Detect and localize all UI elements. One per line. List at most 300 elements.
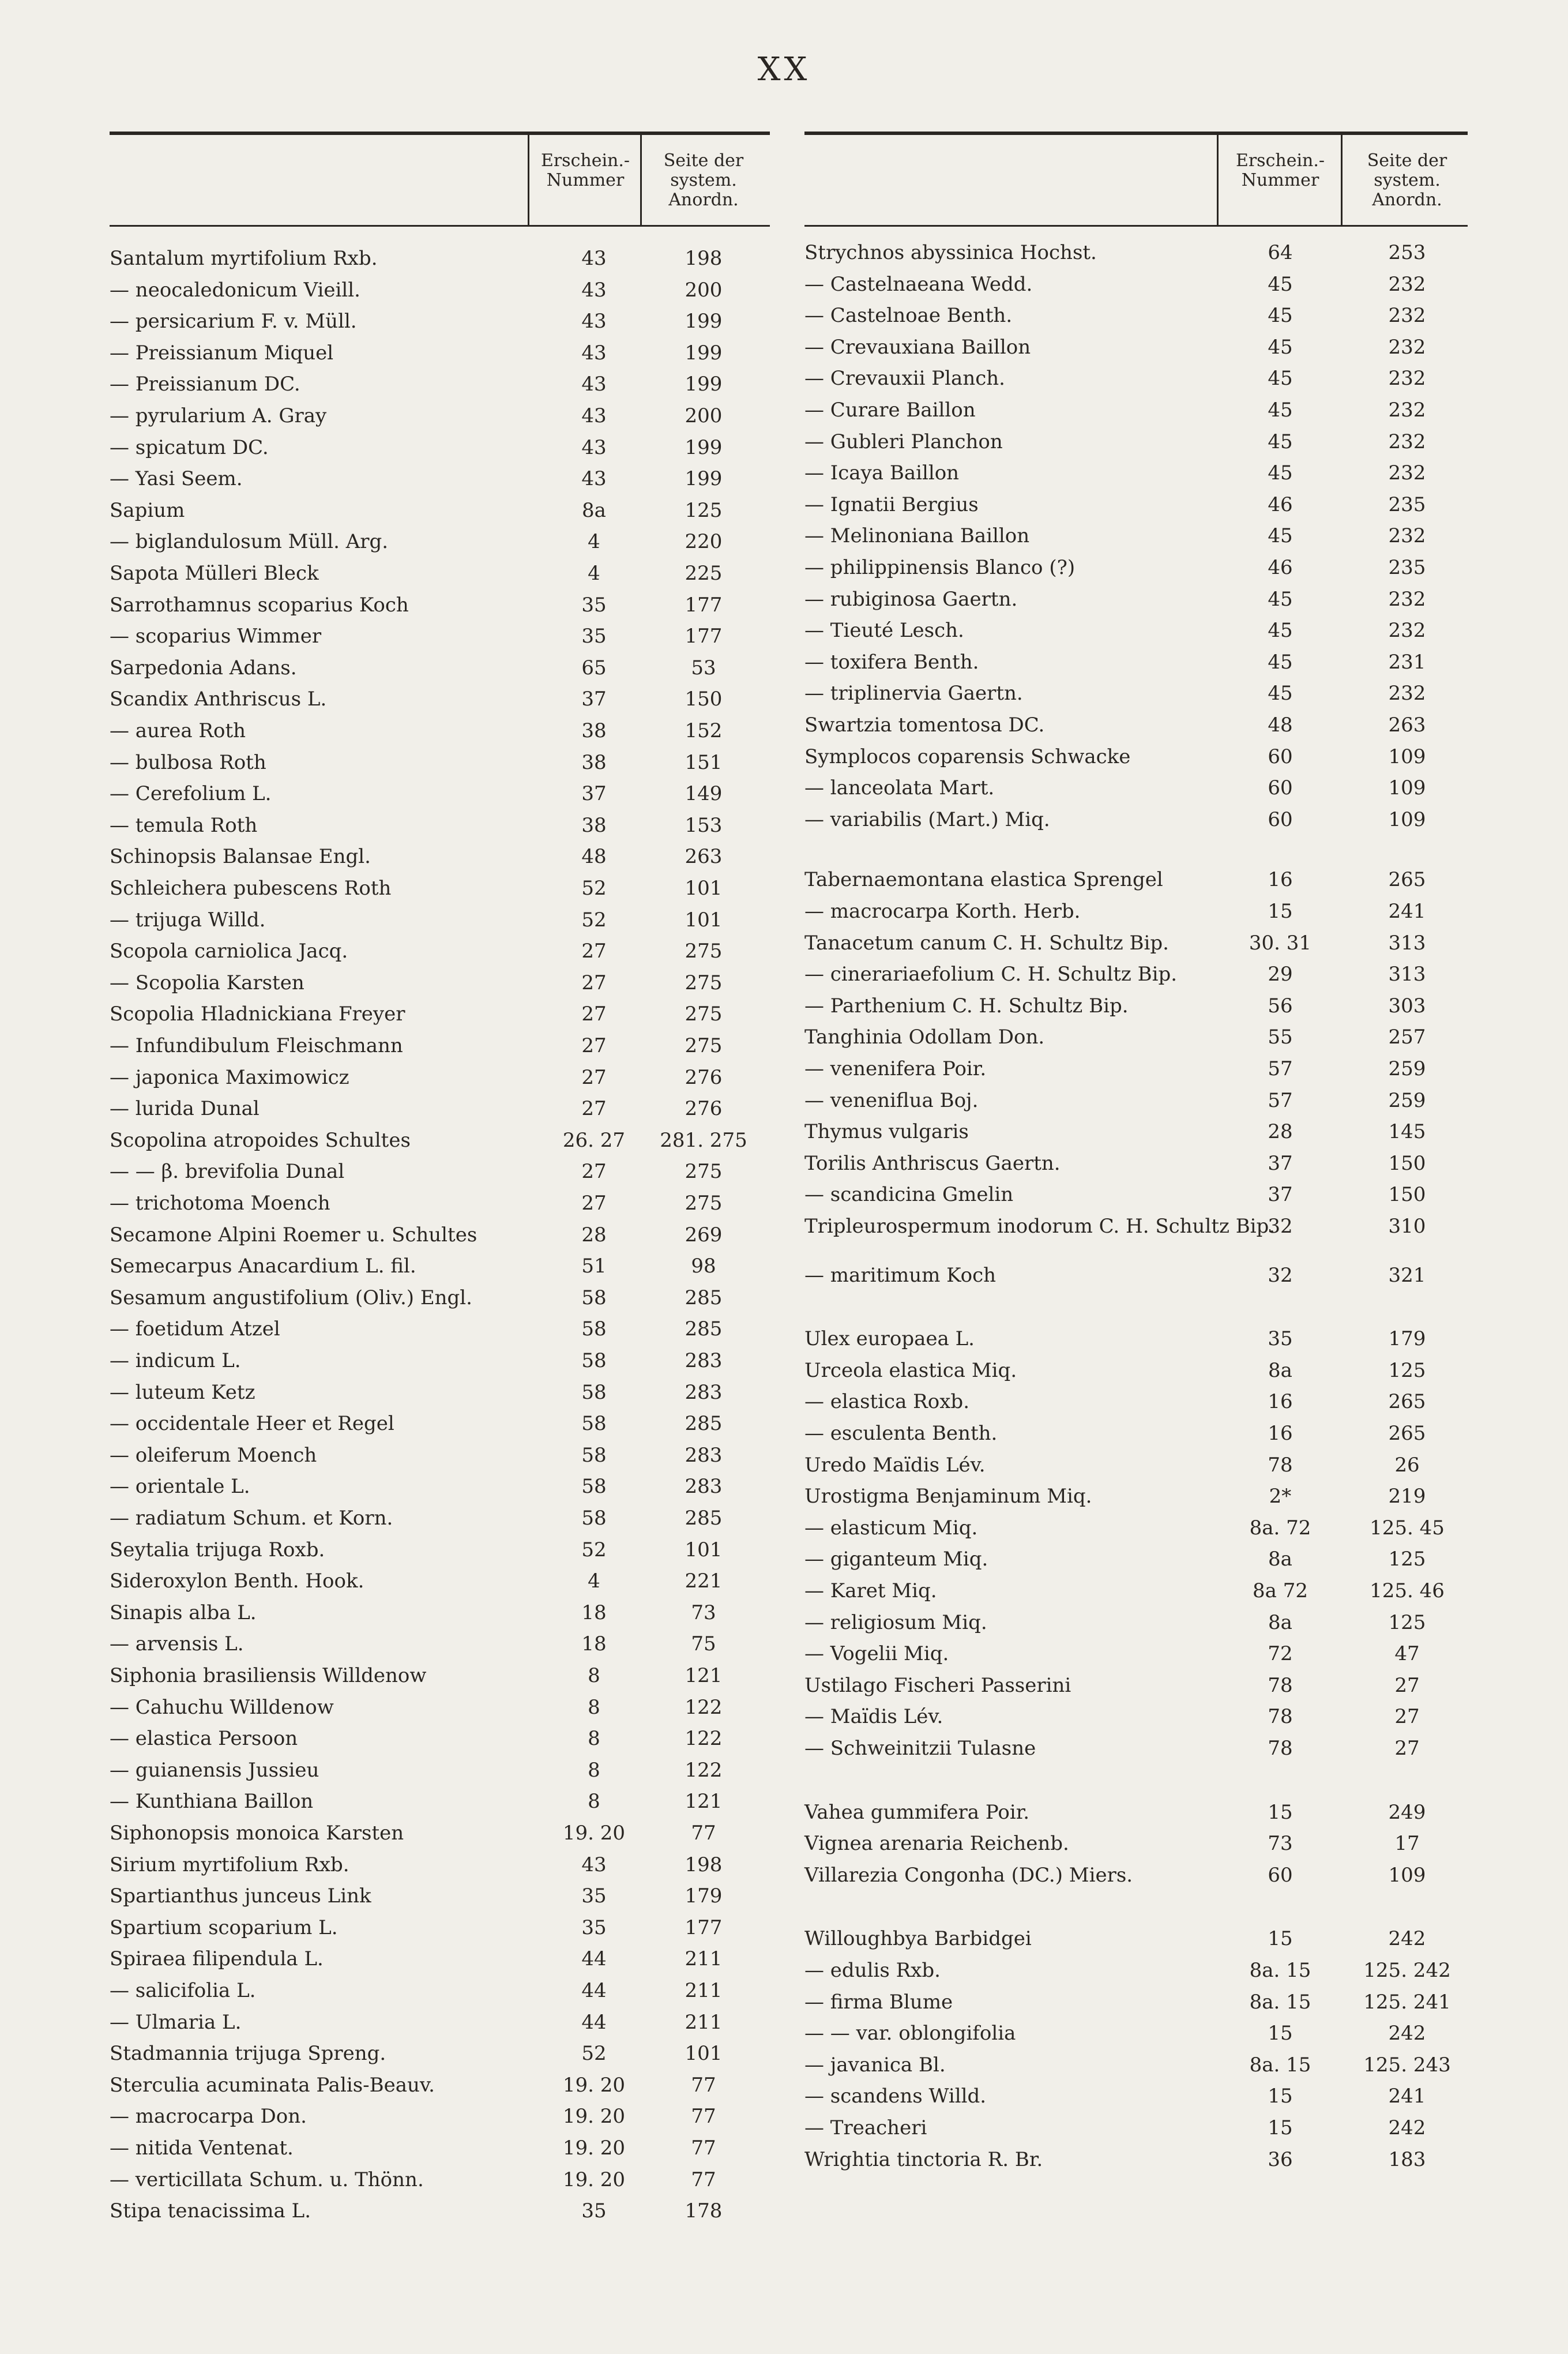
right-entry-name: — maritimum Koch (804, 1263, 997, 1287)
right-entry-seite: 232 (1388, 304, 1426, 328)
right-entry-seite: 17 (1394, 1832, 1420, 1856)
left-entry-erschein-nummer: 58 (581, 1443, 607, 1467)
right-entry-seite: 232 (1388, 587, 1426, 611)
right-entry-seite: 125 (1388, 1548, 1426, 1571)
right-entry-erschein-nummer: 57 (1268, 1057, 1293, 1080)
left-entry-seite: 269 (685, 1223, 723, 1247)
left-entry-seite: 211 (685, 1979, 723, 2002)
left-entry-seite: 98 (691, 1255, 716, 1278)
left-entry-erschein-nummer: 35 (581, 625, 607, 648)
right-entry-name: — Tieuté Lesch. (804, 619, 964, 643)
left-entry-seite: 77 (691, 2105, 716, 2128)
left-entry-erschein-nummer: 19. 20 (562, 2137, 626, 2160)
right-entry-name: — cinerariaefolium C. H. Schultz Bip. (804, 963, 1178, 986)
right-entry-seite: 232 (1388, 399, 1426, 422)
right-entry-seite: 235 (1388, 493, 1426, 516)
right-entry-erschein-nummer: 15 (1268, 2022, 1293, 2045)
left-entry-name: Spartianthus junceus Link (110, 1884, 371, 1908)
right-entry-erschein-nummer: 55 (1268, 1026, 1293, 1049)
left-entry-erschein-nummer: 27 (581, 1034, 607, 1057)
left-entry-seite: 101 (685, 1538, 723, 1561)
right-entry-erschein-nummer: 60 (1268, 1863, 1293, 1887)
left-entry-name: — Preissianum Miquel (110, 341, 334, 365)
right-entry-name: — venenifera Poir. (804, 1057, 987, 1080)
left-entry-seite: 275 (685, 1192, 723, 1215)
left-entry-seite: 225 (685, 562, 723, 585)
right-entry-name: — elasticum Miq. (804, 1516, 978, 1540)
left-entry-seite: 275 (685, 1003, 723, 1026)
right-entry-seite: 242 (1388, 2116, 1426, 2139)
left-entry-seite: 179 (685, 1884, 723, 1908)
right-entry-erschein-nummer: 8a. 72 (1249, 1516, 1311, 1540)
left-entry-erschein-nummer: 43 (581, 373, 607, 396)
left-entry-erschein-nummer: 35 (581, 2199, 607, 2223)
left-entry-erschein-nummer: 4 (588, 530, 600, 554)
left-entry-name: Sterculia acuminata Palis-Beauv. (110, 2073, 435, 2097)
right-entry-seite: 313 (1388, 963, 1426, 986)
right-entry-seite: 183 (1388, 2147, 1426, 2171)
right-entry-erschein-nummer: 78 (1268, 1453, 1293, 1477)
right-entry-name: — lanceolata Mart. (804, 776, 995, 800)
right-entry-erschein-nummer: 78 (1268, 1673, 1293, 1697)
right-entry-name: Tabernaemontana elastica Sprengel (804, 868, 1163, 892)
left-entry-erschein-nummer: 43 (581, 404, 607, 427)
left-entry-seite: 211 (685, 2010, 723, 2034)
right-entry-seite: 235 (1388, 556, 1426, 579)
right-entry-erschein-nummer: 45 (1268, 367, 1293, 391)
left-entry-erschein-nummer: 58 (581, 1349, 607, 1372)
left-entry-seite: 220 (685, 530, 723, 554)
right-entry-seite: 241 (1388, 900, 1426, 923)
right-entry-name: — Schweinitzii Tulasne (804, 1737, 1036, 1760)
left-entry-erschein-nummer: 43 (581, 247, 607, 270)
right-entry-name: — veneniflua Boj. (804, 1088, 979, 1112)
left-entry-seite: 121 (685, 1790, 723, 1814)
right-entry-name: — esculenta Benth. (804, 1422, 998, 1445)
right-entry-name: Urceola elastica Miq. (804, 1358, 1017, 1382)
left-entry-name: Scandix Anthriscus L. (110, 688, 327, 711)
left-entry-name: — Cerefolium L. (110, 782, 272, 806)
left-entry-name: Sapium (110, 498, 185, 522)
left-entry-name: — scoparius Wimmer (110, 625, 322, 648)
right-entry-seite: 47 (1394, 1642, 1420, 1666)
right-entry-seite: 232 (1388, 367, 1426, 391)
right-entry-name: Uredo Maïdis Lév. (804, 1453, 986, 1477)
left-entry-seite: 199 (685, 467, 723, 491)
left-entry-seite: 199 (685, 310, 723, 333)
left-entry-name: Sinapis alba L. (110, 1601, 257, 1624)
left-entry-erschein-nummer: 19. 20 (562, 1822, 626, 1845)
right-entry-erschein-nummer: 46 (1268, 556, 1293, 579)
right-entry-erschein-nummer: 45 (1268, 587, 1293, 611)
right-entry-erschein-nummer: 15 (1268, 1800, 1293, 1824)
left-entry-name: — temula Roth (110, 813, 258, 837)
right-entry-seite: 125 (1388, 1358, 1426, 1382)
right-entry-seite: 257 (1388, 1026, 1426, 1049)
left-entry-seite: 153 (685, 813, 723, 837)
left-entry-erschein-nummer: 19. 20 (562, 2168, 626, 2191)
right-entry-erschein-nummer: 78 (1268, 1737, 1293, 1760)
right-entry-erschein-nummer: 37 (1268, 1183, 1293, 1207)
left-entry-seite: 276 (685, 1097, 723, 1121)
left-entry-erschein-nummer: 58 (581, 1317, 607, 1341)
right-entry-erschein-nummer: 37 (1268, 1151, 1293, 1175)
left-entry-erschein-nummer: 52 (581, 1538, 607, 1561)
right-entry-erschein-nummer: 2* (1269, 1485, 1292, 1508)
right-entry-seite: 265 (1388, 868, 1426, 892)
right-entry-seite: 231 (1388, 650, 1426, 674)
right-entry-erschein-nummer: 15 (1268, 1927, 1293, 1951)
left-entry-name: Stipa tenacissima L. (110, 2199, 311, 2223)
left-entry-name: — arvensis L. (110, 1632, 244, 1656)
left-entry-name: Santalum myrtifolium Rxb. (110, 247, 378, 270)
right-entry-erschein-nummer: 72 (1268, 1642, 1293, 1666)
left-entry-seite: 122 (685, 1695, 723, 1719)
left-entry-seite: 198 (685, 247, 723, 270)
right-entry-seite: 145 (1388, 1120, 1426, 1144)
right-entry-name: — Karet Miq. (804, 1579, 937, 1602)
right-entry-erschein-nummer: 45 (1268, 430, 1293, 453)
left-entry-name: Spiraea filipendula L. (110, 1947, 324, 1971)
right-entry-erschein-nummer: 78 (1268, 1705, 1293, 1729)
right-entry-erschein-nummer: 15 (1268, 2116, 1293, 2139)
left-entry-name: Schinopsis Balansae Engl. (110, 845, 371, 869)
right-entry-seite: 232 (1388, 524, 1426, 548)
right-entry-erschein-nummer: 48 (1268, 714, 1293, 737)
right-entry-erschein-nummer: 36 (1268, 2147, 1293, 2171)
left-entry-erschein-nummer: 65 (581, 656, 607, 679)
right-entry-seite: 109 (1388, 1863, 1426, 1887)
left-entry-seite: 211 (685, 1947, 723, 1971)
left-entry-erschein-nummer: 8 (588, 1664, 600, 1687)
left-entry-name: — Ulmaria L. (110, 2010, 242, 2034)
right-entry-name: — elastica Roxb. (804, 1390, 969, 1414)
right-entry-erschein-nummer: 32 (1268, 1263, 1293, 1287)
right-entry-name: — Crevauxiana Baillon (804, 335, 1031, 359)
right-entry-seite: 242 (1388, 2022, 1426, 2045)
right-entry-seite: 242 (1388, 1927, 1426, 1951)
left-entry-erschein-nummer: 18 (581, 1601, 607, 1624)
left-entry-name: Semecarpus Anacardium L. fil. (110, 1255, 416, 1278)
right-entry-name: Ulex europaea L. (804, 1327, 975, 1351)
right-entry-seite: 125 (1388, 1610, 1426, 1634)
left-entry-seite: 283 (685, 1475, 723, 1499)
header-divider (528, 135, 529, 225)
left-entry-seite: 263 (685, 845, 723, 869)
left-entry-name: — salicifolia L. (110, 1979, 256, 2002)
left-entry-seite: 77 (691, 2168, 716, 2191)
left-entry-erschein-nummer: 4 (588, 1570, 600, 1593)
left-entry-seite: 149 (685, 782, 723, 806)
left-entry-erschein-nummer: 27 (581, 940, 607, 963)
left-entry-name: — aurea Roth (110, 719, 246, 742)
right-entry-name: — Melinoniana Baillon (804, 524, 1030, 548)
left-entry-erschein-nummer: 51 (581, 1255, 607, 1278)
left-entry-seite: 198 (685, 1853, 723, 1876)
left-entry-erschein-nummer: 35 (581, 1884, 607, 1908)
header-rule-left (110, 132, 770, 135)
right-entry-name: — Gubleri Planchon (804, 430, 1003, 453)
left-entry-name: — indicum L. (110, 1349, 241, 1372)
left-entry-name: Siphonopsis monoica Karsten (110, 1822, 404, 1845)
left-entry-seite: 151 (685, 750, 723, 774)
right-entry-name: — Maïdis Lév. (804, 1705, 943, 1729)
right-entry-erschein-nummer: 73 (1268, 1832, 1293, 1856)
right-entry-erschein-nummer: 64 (1268, 241, 1293, 264)
right-entry-erschein-nummer: 45 (1268, 461, 1293, 485)
right-entry-erschein-nummer: 60 (1268, 776, 1293, 800)
left-entry-seite: 77 (691, 2137, 716, 2160)
left-entry-erschein-nummer: 52 (581, 908, 607, 932)
header-seite-anordn-left: Seite der system. Anordn. (663, 151, 744, 210)
left-entry-erschein-nummer: 44 (581, 2010, 607, 2034)
left-entry-seite: 283 (685, 1349, 723, 1372)
left-entry-seite: 199 (685, 341, 723, 365)
header-rule-right (804, 132, 1468, 135)
left-entry-erschein-nummer: 58 (581, 1475, 607, 1499)
right-entry-name: Urostigma Benjaminum Miq. (804, 1485, 1092, 1508)
left-entry-name: — biglandulosum Müll. Arg. (110, 530, 389, 554)
right-entry-seite: 219 (1388, 1485, 1426, 1508)
left-entry-erschein-nummer: 8a (582, 498, 606, 522)
right-entry-name: Vignea arenaria Reichenb. (804, 1832, 1069, 1856)
right-entry-name: Swartzia tomentosa DC. (804, 714, 1045, 737)
right-entry-name: — macrocarpa Korth. Herb. (804, 900, 1081, 923)
right-entry-name: — scandicina Gmelin (804, 1183, 1014, 1207)
left-entry-erschein-nummer: 38 (581, 813, 607, 837)
right-entry-erschein-nummer: 8a. 15 (1249, 1959, 1311, 1982)
left-entry-seite: 285 (685, 1286, 723, 1309)
right-entry-seite: 313 (1388, 931, 1426, 955)
left-entry-name: Spartium scoparium L. (110, 1916, 338, 1939)
left-entry-seite: 276 (685, 1065, 723, 1089)
left-entry-seite: 177 (685, 1916, 723, 1939)
right-entry-name: — edulis Rxb. (804, 1959, 941, 1982)
right-entry-seite: 125. 242 (1363, 1959, 1451, 1982)
left-entry-erschein-nummer: 48 (581, 845, 607, 869)
left-entry-name: — orientale L. (110, 1475, 250, 1499)
left-entry-erschein-nummer: 8 (588, 1758, 600, 1782)
right-entry-erschein-nummer: 8a. 15 (1249, 1990, 1311, 2014)
right-entry-name: — Treacheri (804, 2116, 927, 2139)
right-entry-seite: 259 (1388, 1057, 1426, 1080)
left-entry-name: Stadmannia trijuga Spreng. (110, 2042, 386, 2066)
right-entry-seite: 265 (1388, 1390, 1426, 1414)
right-entry-seite: 232 (1388, 619, 1426, 643)
left-entry-name: — Cahuchu Willdenow (110, 1695, 334, 1719)
left-entry-name: Sirium myrtifolium Rxb. (110, 1853, 349, 1876)
right-entry-name: Thymus vulgaris (804, 1120, 969, 1144)
right-entry-name: Villarezia Congonha (DC.) Miers. (804, 1863, 1133, 1887)
right-entry-seite: 125. 241 (1363, 1990, 1451, 2014)
left-entry-name: Schleichera pubescens Roth (110, 877, 392, 900)
left-entry-erschein-nummer: 38 (581, 719, 607, 742)
left-entry-name: — neocaledonicum Vieill. (110, 278, 360, 302)
left-entry-seite: 199 (685, 373, 723, 396)
right-entry-erschein-nummer: 45 (1268, 399, 1293, 422)
right-entry-name: — scandens Willd. (804, 2085, 987, 2108)
left-entry-seite: 77 (691, 1822, 716, 1845)
right-entry-erschein-nummer: 29 (1268, 963, 1293, 986)
right-entry-seite: 150 (1388, 1183, 1426, 1207)
left-entry-erschein-nummer: 52 (581, 2042, 607, 2066)
right-entry-name: Tanghinia Odollam Don. (804, 1026, 1045, 1049)
left-entry-erschein-nummer: 35 (581, 1916, 607, 1939)
left-entry-seite: 177 (685, 625, 723, 648)
right-entry-name: Ustilago Fischeri Passerini (804, 1673, 1071, 1697)
left-entry-seite: 200 (685, 404, 723, 427)
right-entry-erschein-nummer: 8a. 15 (1249, 2053, 1311, 2077)
left-entry-seite: 75 (691, 1632, 716, 1656)
left-entry-seite: 73 (691, 1601, 716, 1624)
right-entry-seite: 263 (1388, 714, 1426, 737)
right-entry-erschein-nummer: 16 (1268, 1422, 1293, 1445)
right-entry-seite: 27 (1394, 1737, 1420, 1760)
left-entry-erschein-nummer: 27 (581, 1192, 607, 1215)
right-entry-erschein-nummer: 45 (1268, 619, 1293, 643)
right-entry-name: — religiosum Miq. (804, 1610, 987, 1634)
right-entry-name: — philippinensis Blanco (?) (804, 556, 1076, 579)
left-entry-erschein-nummer: 37 (581, 688, 607, 711)
right-entry-erschein-nummer: 60 (1268, 808, 1293, 831)
header-bottom-right (804, 225, 1468, 227)
left-entry-erschein-nummer: 27 (581, 1097, 607, 1121)
right-entry-name: — rubiginosa Gaertn. (804, 587, 1018, 611)
right-entry-erschein-nummer: 15 (1268, 900, 1293, 923)
header-divider (640, 135, 642, 225)
right-entry-erschein-nummer: 30. 31 (1249, 931, 1312, 955)
header-bottom-left (110, 225, 770, 227)
header-divider (1341, 135, 1343, 225)
right-entry-seite: 26 (1394, 1453, 1420, 1477)
right-entry-name: — firma Blume (804, 1990, 953, 2014)
left-entry-name: — trichotoma Moench (110, 1192, 330, 1215)
left-entry-seite: 285 (685, 1412, 723, 1436)
right-entry-erschein-nummer: 15 (1268, 2085, 1293, 2108)
right-entry-seite: 109 (1388, 808, 1426, 831)
right-entry-name: Wrightia tinctoria R. Br. (804, 2147, 1043, 2171)
left-entry-erschein-nummer: 35 (581, 593, 607, 617)
header-erschein-nummer-left: Erschein.- Nummer (540, 151, 630, 190)
right-entry-seite: 232 (1388, 272, 1426, 296)
right-entry-seite: 232 (1388, 682, 1426, 705)
right-entry-erschein-nummer: 35 (1268, 1327, 1293, 1351)
left-entry-name: — trijuga Willd. (110, 908, 266, 932)
left-entry-erschein-nummer: 28 (581, 1223, 607, 1247)
right-entry-name: — triplinervia Gaertn. (804, 682, 1023, 705)
right-entry-seite: 232 (1388, 430, 1426, 453)
left-entry-name: — persicarium F. v. Müll. (110, 310, 357, 333)
left-entry-name: — Preissianum DC. (110, 373, 300, 396)
left-entry-seite: 177 (685, 593, 723, 617)
right-entry-seite: 259 (1388, 1088, 1426, 1112)
right-entry-erschein-nummer: 45 (1268, 304, 1293, 328)
left-entry-erschein-nummer: 43 (581, 1853, 607, 1876)
left-entry-name: — foetidum Atzel (110, 1317, 280, 1341)
right-entry-name: Vahea gummifera Poir. (804, 1800, 1030, 1824)
right-entry-erschein-nummer: 45 (1268, 272, 1293, 296)
right-entry-name: Willoughbya Barbidgei (804, 1927, 1032, 1951)
left-entry-name: Scopolina atropoides Schultes (110, 1128, 411, 1152)
left-entry-name: Scopola carniolica Jacq. (110, 940, 348, 963)
left-entry-erschein-nummer: 27 (581, 1003, 607, 1026)
right-entry-erschein-nummer: 8a (1268, 1358, 1292, 1382)
left-entry-name: Seytalia trijuga Roxb. (110, 1538, 325, 1561)
right-entry-seite: 303 (1388, 994, 1426, 1018)
left-entry-erschein-nummer: 43 (581, 310, 607, 333)
right-entry-erschein-nummer: 45 (1268, 650, 1293, 674)
left-entry-name: Sarrothamnus scoparius Koch (110, 593, 409, 617)
left-entry-seite: 150 (685, 688, 723, 711)
left-entry-seite: 200 (685, 278, 723, 302)
right-entry-seite: 265 (1388, 1422, 1426, 1445)
right-entry-name: — Vogelii Miq. (804, 1642, 949, 1666)
right-entry-name: Tripleurospermum inodorum C. H. Schultz Bip. (804, 1215, 1276, 1238)
right-entry-name: — Ignatii Bergius (804, 493, 979, 516)
left-entry-erschein-nummer: 8 (588, 1790, 600, 1814)
left-entry-name: — japonica Maximowicz (110, 1065, 349, 1089)
right-entry-erschein-nummer: 56 (1268, 994, 1293, 1018)
right-entry-name: — — var. oblongifolia (804, 2022, 1016, 2045)
right-entry-seite: 109 (1388, 745, 1426, 768)
right-entry-name: — Castelnoae Benth. (804, 304, 1013, 328)
right-entry-seite: 321 (1388, 1263, 1426, 1287)
left-entry-seite: 101 (685, 877, 723, 900)
left-entry-seite: 152 (685, 719, 723, 742)
right-entry-name: — giganteum Miq. (804, 1548, 988, 1571)
left-entry-name: — bulbosa Roth (110, 750, 266, 774)
right-entry-seite: 310 (1388, 1215, 1426, 1238)
left-entry-erschein-nummer: 43 (581, 435, 607, 459)
right-entry-seite: 125. 46 (1370, 1579, 1445, 1602)
right-entry-seite: 232 (1388, 461, 1426, 485)
left-entry-seite: 283 (685, 1380, 723, 1404)
left-entry-erschein-nummer: 58 (581, 1286, 607, 1309)
right-entry-erschein-nummer: 8a 72 (1253, 1579, 1308, 1602)
right-entry-name: — Curare Baillon (804, 399, 976, 422)
right-entry-seite: 109 (1388, 776, 1426, 800)
left-entry-name: — radiatum Schum. et Korn. (110, 1507, 393, 1530)
left-entry-name: — Infundibulum Fleischmann (110, 1034, 403, 1057)
right-entry-seite: 150 (1388, 1151, 1426, 1175)
left-entry-name: — lurida Dunal (110, 1097, 260, 1121)
left-entry-name: Secamone Alpini Roemer u. Schultes (110, 1223, 477, 1247)
left-entry-seite: 275 (685, 940, 723, 963)
left-entry-name: — Kunthiana Baillon (110, 1790, 314, 1814)
right-entry-name: Torilis Anthriscus Gaertn. (804, 1151, 1061, 1175)
left-entry-seite: 125 (685, 498, 723, 522)
right-entry-seite: 27 (1394, 1673, 1420, 1697)
left-entry-erschein-nummer: 4 (588, 562, 600, 585)
left-entry-name: — elastica Persoon (110, 1727, 298, 1751)
right-entry-erschein-nummer: 8a (1268, 1610, 1292, 1634)
left-entry-name: — macrocarpa Don. (110, 2105, 307, 2128)
left-entry-name: Siphonia brasiliensis Willdenow (110, 1664, 427, 1687)
left-entry-erschein-nummer: 8 (588, 1727, 600, 1751)
left-entry-erschein-nummer: 43 (581, 341, 607, 365)
left-entry-erschein-nummer: 43 (581, 467, 607, 491)
left-entry-erschein-nummer: 19. 20 (562, 2073, 626, 2097)
right-entry-name: — javanica Bl. (804, 2053, 946, 2077)
left-entry-name: Sarpedonia Adans. (110, 656, 297, 679)
right-entry-name: — Icaya Baillon (804, 461, 960, 485)
right-entry-name: Strychnos abyssinica Hochst. (804, 241, 1097, 264)
left-entry-seite: 77 (691, 2073, 716, 2097)
right-entry-seite: 179 (1388, 1327, 1426, 1351)
left-entry-seite: 53 (691, 656, 716, 679)
left-entry-name: — Scopolia Karsten (110, 971, 304, 994)
left-entry-seite: 221 (685, 1570, 723, 1593)
